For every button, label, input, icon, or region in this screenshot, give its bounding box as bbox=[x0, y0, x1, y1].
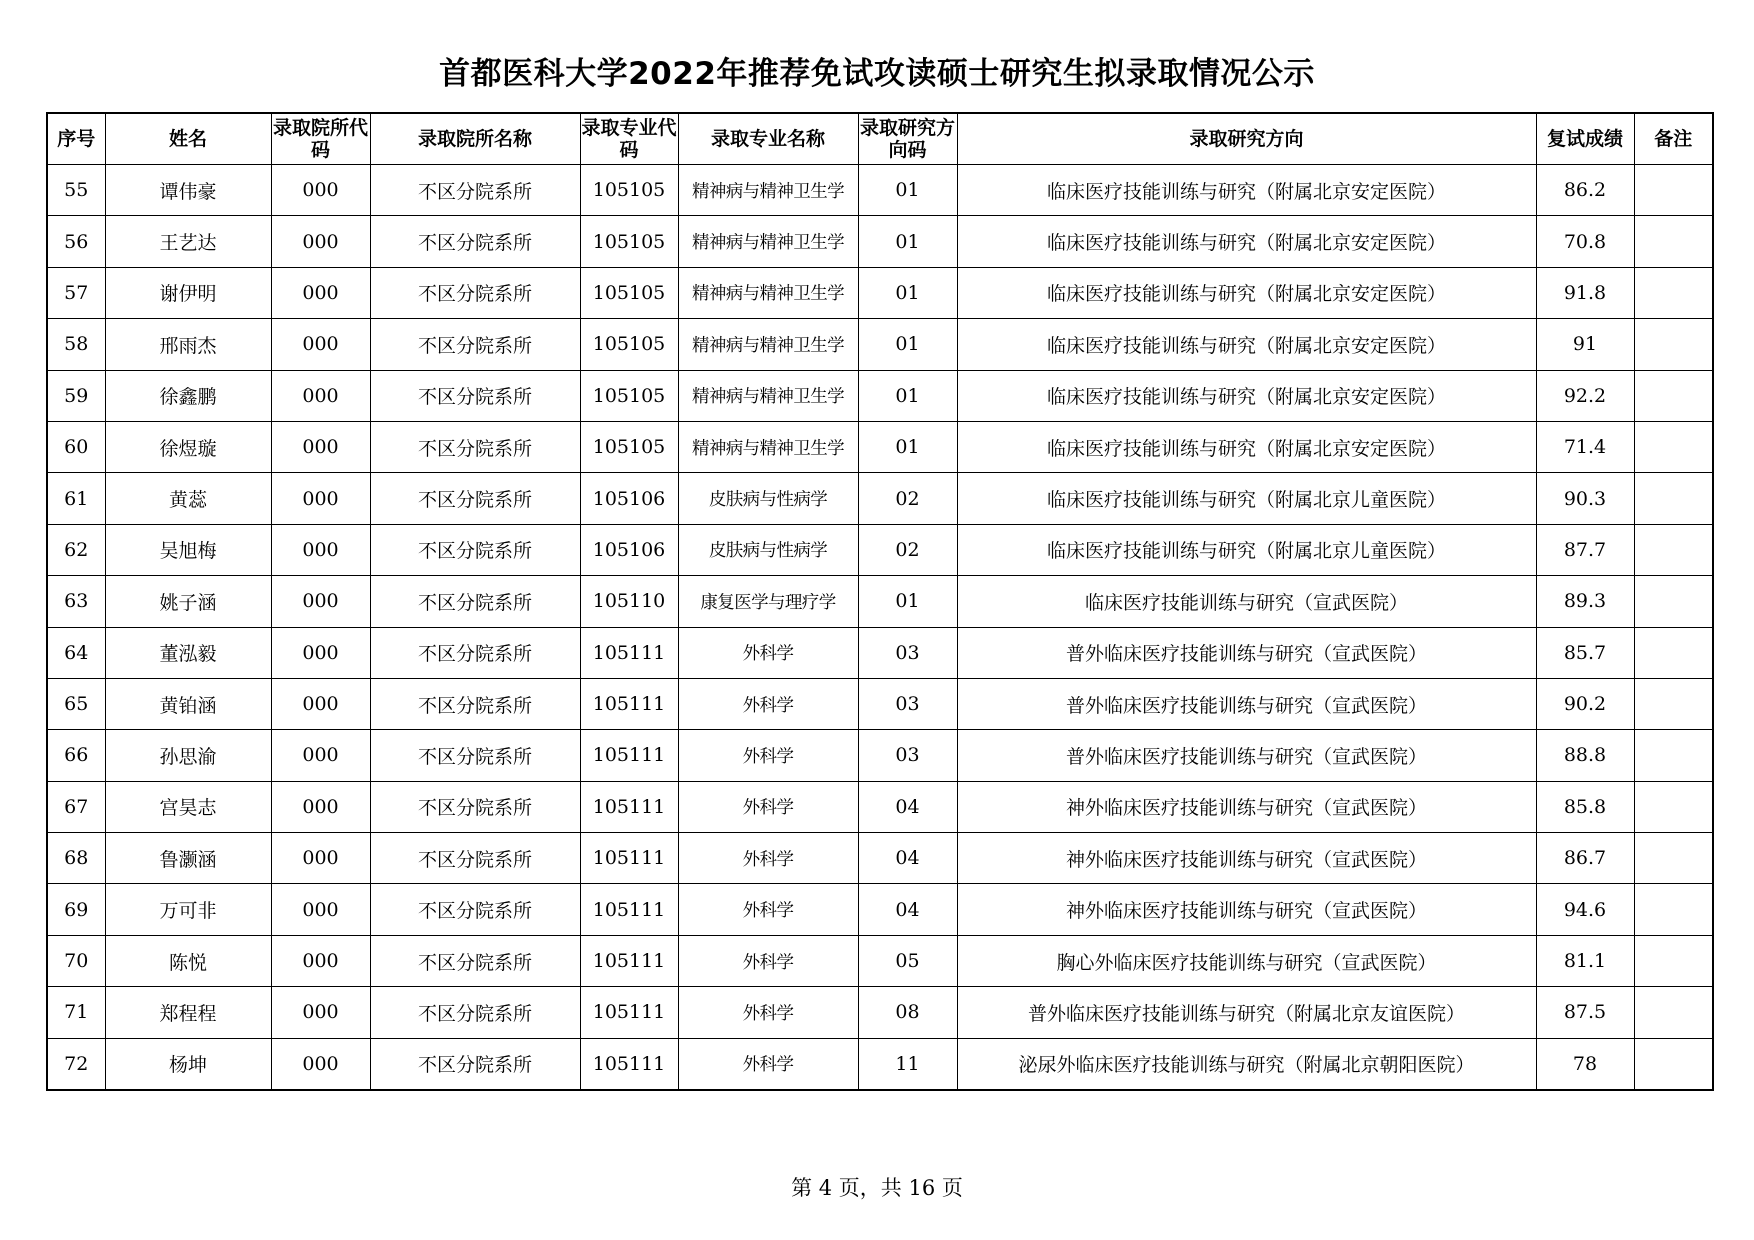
cell-note bbox=[1634, 370, 1713, 421]
cell-inst-code: 000 bbox=[271, 627, 370, 678]
cell-direction: 临床医疗技能训练与研究（附属北京儿童医院） bbox=[957, 473, 1536, 524]
cell-major-code: 105111 bbox=[580, 678, 678, 729]
cell-seq: 60 bbox=[47, 421, 105, 472]
cell-direction: 临床医疗技能训练与研究（附属北京安定医院） bbox=[957, 421, 1536, 472]
cell-major-name: 康复医学与理疗学 bbox=[678, 576, 858, 627]
header-note: 备注 bbox=[1634, 113, 1713, 165]
cell-score: 71.4 bbox=[1536, 421, 1634, 472]
header-inst-code: 录取院所代码 bbox=[271, 113, 370, 165]
cell-major-name: 外科学 bbox=[678, 627, 858, 678]
header-inst-name: 录取院所名称 bbox=[370, 113, 580, 165]
cell-inst-name: 不区分院系所 bbox=[370, 421, 580, 472]
cell-score: 87.7 bbox=[1536, 524, 1634, 575]
cell-seq: 55 bbox=[47, 165, 105, 216]
cell-inst-code: 000 bbox=[271, 267, 370, 318]
cell-major-code: 105105 bbox=[580, 370, 678, 421]
cell-direction: 临床医疗技能训练与研究（附属北京安定医院） bbox=[957, 165, 1536, 216]
cell-note bbox=[1634, 730, 1713, 781]
table-row bbox=[47, 267, 1713, 318]
cell-major-name: 皮肤病与性病学 bbox=[678, 473, 858, 524]
cell-inst-code: 000 bbox=[271, 216, 370, 267]
table-row bbox=[47, 319, 1713, 370]
cell-score: 85.7 bbox=[1536, 627, 1634, 678]
table-row bbox=[47, 884, 1713, 935]
cell-dir-code: 01 bbox=[858, 370, 957, 421]
header-dir-code: 录取研究方向码 bbox=[858, 113, 957, 165]
cell-note bbox=[1634, 833, 1713, 884]
cell-dir-code: 01 bbox=[858, 267, 957, 318]
table-row bbox=[47, 781, 1713, 832]
cell-dir-code: 01 bbox=[858, 216, 957, 267]
table-row bbox=[47, 1038, 1713, 1090]
cell-seq: 62 bbox=[47, 524, 105, 575]
cell-seq: 67 bbox=[47, 781, 105, 832]
cell-seq: 58 bbox=[47, 319, 105, 370]
cell-dir-code: 11 bbox=[858, 1038, 957, 1090]
cell-direction: 普外临床医疗技能训练与研究（宣武医院） bbox=[957, 730, 1536, 781]
cell-dir-code: 03 bbox=[858, 627, 957, 678]
header-major-code: 录取专业代码 bbox=[580, 113, 678, 165]
cell-major-name: 外科学 bbox=[678, 1038, 858, 1090]
cell-direction: 普外临床医疗技能训练与研究（宣武医院） bbox=[957, 627, 1536, 678]
table-row bbox=[47, 576, 1713, 627]
cell-note bbox=[1634, 1038, 1713, 1090]
cell-major-code: 105111 bbox=[580, 730, 678, 781]
cell-name: 杨坤 bbox=[105, 1038, 271, 1090]
cell-inst-code: 000 bbox=[271, 678, 370, 729]
cell-seq: 69 bbox=[47, 884, 105, 935]
cell-score: 81.1 bbox=[1536, 935, 1634, 986]
cell-major-code: 105105 bbox=[580, 165, 678, 216]
cell-score: 90.2 bbox=[1536, 678, 1634, 729]
cell-inst-name: 不区分院系所 bbox=[370, 730, 580, 781]
cell-major-code: 105111 bbox=[580, 833, 678, 884]
table-row bbox=[47, 524, 1713, 575]
cell-major-name: 精神病与精神卫生学 bbox=[678, 165, 858, 216]
cell-note bbox=[1634, 576, 1713, 627]
cell-score: 78 bbox=[1536, 1038, 1634, 1090]
cell-name: 徐煜璇 bbox=[105, 421, 271, 472]
cell-name: 万可非 bbox=[105, 884, 271, 935]
page-title: 首都医科大学2022年推荐免试攻读硕士研究生拟录取情况公示 bbox=[439, 56, 1315, 92]
cell-major-name: 精神病与精神卫生学 bbox=[678, 421, 858, 472]
cell-seq: 56 bbox=[47, 216, 105, 267]
cell-name: 黄蕊 bbox=[105, 473, 271, 524]
cell-seq: 59 bbox=[47, 370, 105, 421]
cell-note bbox=[1634, 987, 1713, 1038]
cell-score: 94.6 bbox=[1536, 884, 1634, 935]
cell-direction: 神外临床医疗技能训练与研究（宣武医院） bbox=[957, 833, 1536, 884]
cell-major-code: 105110 bbox=[580, 576, 678, 627]
header-name: 姓名 bbox=[105, 113, 271, 165]
table-row bbox=[47, 987, 1713, 1038]
cell-inst-code: 000 bbox=[271, 421, 370, 472]
cell-major-code: 105111 bbox=[580, 781, 678, 832]
table-row bbox=[47, 730, 1713, 781]
table-header-row bbox=[47, 113, 1713, 165]
cell-dir-code: 02 bbox=[858, 524, 957, 575]
cell-inst-code: 000 bbox=[271, 730, 370, 781]
cell-dir-code: 01 bbox=[858, 319, 957, 370]
cell-score: 91 bbox=[1536, 319, 1634, 370]
cell-inst-name: 不区分院系所 bbox=[370, 627, 580, 678]
cell-inst-code: 000 bbox=[271, 319, 370, 370]
cell-inst-name: 不区分院系所 bbox=[370, 1038, 580, 1090]
cell-direction: 临床医疗技能训练与研究（附属北京安定医院） bbox=[957, 370, 1536, 421]
cell-name: 徐鑫鹏 bbox=[105, 370, 271, 421]
cell-note bbox=[1634, 935, 1713, 986]
cell-note bbox=[1634, 524, 1713, 575]
cell-seq: 72 bbox=[47, 1038, 105, 1090]
cell-major-name: 外科学 bbox=[678, 678, 858, 729]
cell-inst-code: 000 bbox=[271, 165, 370, 216]
cell-major-code: 105105 bbox=[580, 319, 678, 370]
table-row bbox=[47, 833, 1713, 884]
cell-name: 姚子涵 bbox=[105, 576, 271, 627]
cell-major-code: 105111 bbox=[580, 1038, 678, 1090]
cell-inst-name: 不区分院系所 bbox=[370, 987, 580, 1038]
cell-note bbox=[1634, 216, 1713, 267]
table-row bbox=[47, 678, 1713, 729]
cell-inst-code: 000 bbox=[271, 524, 370, 575]
cell-name: 谢伊明 bbox=[105, 267, 271, 318]
cell-direction: 临床医疗技能训练与研究（附属北京儿童医院） bbox=[957, 524, 1536, 575]
cell-dir-code: 03 bbox=[858, 678, 957, 729]
cell-inst-name: 不区分院系所 bbox=[370, 524, 580, 575]
cell-score: 91.8 bbox=[1536, 267, 1634, 318]
cell-note bbox=[1634, 421, 1713, 472]
cell-direction: 泌尿外临床医疗技能训练与研究（附属北京朝阳医院） bbox=[957, 1038, 1536, 1090]
cell-inst-code: 000 bbox=[271, 884, 370, 935]
header-direction: 录取研究方向 bbox=[957, 113, 1536, 165]
cell-name: 鲁灏涵 bbox=[105, 833, 271, 884]
table-body bbox=[47, 165, 1713, 1091]
cell-direction: 普外临床医疗技能训练与研究（宣武医院） bbox=[957, 678, 1536, 729]
cell-note bbox=[1634, 319, 1713, 370]
cell-major-name: 外科学 bbox=[678, 987, 858, 1038]
cell-score: 90.3 bbox=[1536, 473, 1634, 524]
cell-name: 邢雨杰 bbox=[105, 319, 271, 370]
cell-major-name: 外科学 bbox=[678, 884, 858, 935]
cell-direction: 临床医疗技能训练与研究（宣武医院） bbox=[957, 576, 1536, 627]
header-major-name: 录取专业名称 bbox=[678, 113, 858, 165]
table-row bbox=[47, 421, 1713, 472]
cell-name: 宫昊志 bbox=[105, 781, 271, 832]
cell-major-code: 105111 bbox=[580, 884, 678, 935]
cell-direction: 临床医疗技能训练与研究（附属北京安定医院） bbox=[957, 267, 1536, 318]
cell-inst-code: 000 bbox=[271, 370, 370, 421]
cell-direction: 神外临床医疗技能训练与研究（宣武医院） bbox=[957, 781, 1536, 832]
cell-inst-name: 不区分院系所 bbox=[370, 370, 580, 421]
cell-major-code: 105106 bbox=[580, 524, 678, 575]
cell-inst-name: 不区分院系所 bbox=[370, 884, 580, 935]
cell-name: 孙思渝 bbox=[105, 730, 271, 781]
cell-name: 黄铂涵 bbox=[105, 678, 271, 729]
cell-score: 70.8 bbox=[1536, 216, 1634, 267]
cell-inst-name: 不区分院系所 bbox=[370, 319, 580, 370]
cell-note bbox=[1634, 678, 1713, 729]
cell-major-code: 105105 bbox=[580, 421, 678, 472]
header-seq: 序号 bbox=[47, 113, 105, 165]
table-row bbox=[47, 165, 1713, 216]
table-row bbox=[47, 627, 1713, 678]
cell-major-code: 105105 bbox=[580, 216, 678, 267]
table-row bbox=[47, 935, 1713, 986]
cell-inst-name: 不区分院系所 bbox=[370, 267, 580, 318]
cell-dir-code: 01 bbox=[858, 576, 957, 627]
cell-major-name: 精神病与精神卫生学 bbox=[678, 370, 858, 421]
cell-note bbox=[1634, 781, 1713, 832]
cell-seq: 70 bbox=[47, 935, 105, 986]
table-row bbox=[47, 216, 1713, 267]
cell-seq: 65 bbox=[47, 678, 105, 729]
table-row bbox=[47, 473, 1713, 524]
cell-inst-name: 不区分院系所 bbox=[370, 576, 580, 627]
cell-dir-code: 04 bbox=[858, 884, 957, 935]
cell-major-code: 105106 bbox=[580, 473, 678, 524]
cell-major-code: 105105 bbox=[580, 267, 678, 318]
cell-major-name: 外科学 bbox=[678, 833, 858, 884]
cell-dir-code: 01 bbox=[858, 421, 957, 472]
cell-name: 陈悦 bbox=[105, 935, 271, 986]
table-row bbox=[47, 370, 1713, 421]
cell-major-code: 105111 bbox=[580, 627, 678, 678]
cell-inst-code: 000 bbox=[271, 576, 370, 627]
cell-inst-name: 不区分院系所 bbox=[370, 781, 580, 832]
cell-dir-code: 05 bbox=[858, 935, 957, 986]
cell-dir-code: 02 bbox=[858, 473, 957, 524]
cell-note bbox=[1634, 473, 1713, 524]
cell-inst-name: 不区分院系所 bbox=[370, 833, 580, 884]
cell-seq: 64 bbox=[47, 627, 105, 678]
cell-dir-code: 01 bbox=[858, 165, 957, 216]
cell-major-code: 105111 bbox=[580, 987, 678, 1038]
cell-inst-name: 不区分院系所 bbox=[370, 165, 580, 216]
cell-inst-name: 不区分院系所 bbox=[370, 473, 580, 524]
cell-seq: 66 bbox=[47, 730, 105, 781]
cell-inst-code: 000 bbox=[271, 935, 370, 986]
cell-score: 88.8 bbox=[1536, 730, 1634, 781]
cell-score: 87.5 bbox=[1536, 987, 1634, 1038]
cell-inst-code: 000 bbox=[271, 1038, 370, 1090]
cell-seq: 57 bbox=[47, 267, 105, 318]
cell-dir-code: 03 bbox=[858, 730, 957, 781]
cell-seq: 61 bbox=[47, 473, 105, 524]
cell-score: 86.2 bbox=[1536, 165, 1634, 216]
cell-major-name: 外科学 bbox=[678, 935, 858, 986]
header-score: 复试成绩 bbox=[1536, 113, 1634, 165]
cell-major-name: 精神病与精神卫生学 bbox=[678, 216, 858, 267]
cell-name: 郑程程 bbox=[105, 987, 271, 1038]
cell-name: 董泓毅 bbox=[105, 627, 271, 678]
cell-direction: 普外临床医疗技能训练与研究（附属北京友谊医院） bbox=[957, 987, 1536, 1038]
cell-score: 92.2 bbox=[1536, 370, 1634, 421]
cell-seq: 71 bbox=[47, 987, 105, 1038]
cell-note bbox=[1634, 627, 1713, 678]
cell-name: 谭伟豪 bbox=[105, 165, 271, 216]
cell-major-name: 精神病与精神卫生学 bbox=[678, 319, 858, 370]
cell-major-name: 皮肤病与性病学 bbox=[678, 524, 858, 575]
cell-direction: 神外临床医疗技能训练与研究（宣武医院） bbox=[957, 884, 1536, 935]
cell-score: 89.3 bbox=[1536, 576, 1634, 627]
cell-seq: 63 bbox=[47, 576, 105, 627]
cell-major-name: 精神病与精神卫生学 bbox=[678, 267, 858, 318]
cell-direction: 临床医疗技能训练与研究（附属北京安定医院） bbox=[957, 216, 1536, 267]
cell-dir-code: 08 bbox=[858, 987, 957, 1038]
cell-score: 85.8 bbox=[1536, 781, 1634, 832]
cell-note bbox=[1634, 884, 1713, 935]
cell-inst-code: 000 bbox=[271, 473, 370, 524]
cell-major-name: 外科学 bbox=[678, 781, 858, 832]
cell-note bbox=[1634, 165, 1713, 216]
cell-inst-name: 不区分院系所 bbox=[370, 216, 580, 267]
admission-table bbox=[46, 112, 1714, 1091]
cell-name: 吴旭梅 bbox=[105, 524, 271, 575]
cell-inst-code: 000 bbox=[271, 781, 370, 832]
cell-note bbox=[1634, 267, 1713, 318]
page-footer: 第 4 页，共 16 页 bbox=[791, 1176, 963, 1200]
cell-major-code: 105111 bbox=[580, 935, 678, 986]
cell-direction: 胸心外临床医疗技能训练与研究（宣武医院） bbox=[957, 935, 1536, 986]
cell-dir-code: 04 bbox=[858, 781, 957, 832]
cell-dir-code: 04 bbox=[858, 833, 957, 884]
cell-inst-name: 不区分院系所 bbox=[370, 678, 580, 729]
cell-major-name: 外科学 bbox=[678, 730, 858, 781]
cell-inst-code: 000 bbox=[271, 987, 370, 1038]
cell-direction: 临床医疗技能训练与研究（附属北京安定医院） bbox=[957, 319, 1536, 370]
cell-seq: 68 bbox=[47, 833, 105, 884]
cell-inst-code: 000 bbox=[271, 833, 370, 884]
cell-inst-name: 不区分院系所 bbox=[370, 935, 580, 986]
cell-name: 王艺达 bbox=[105, 216, 271, 267]
cell-score: 86.7 bbox=[1536, 833, 1634, 884]
